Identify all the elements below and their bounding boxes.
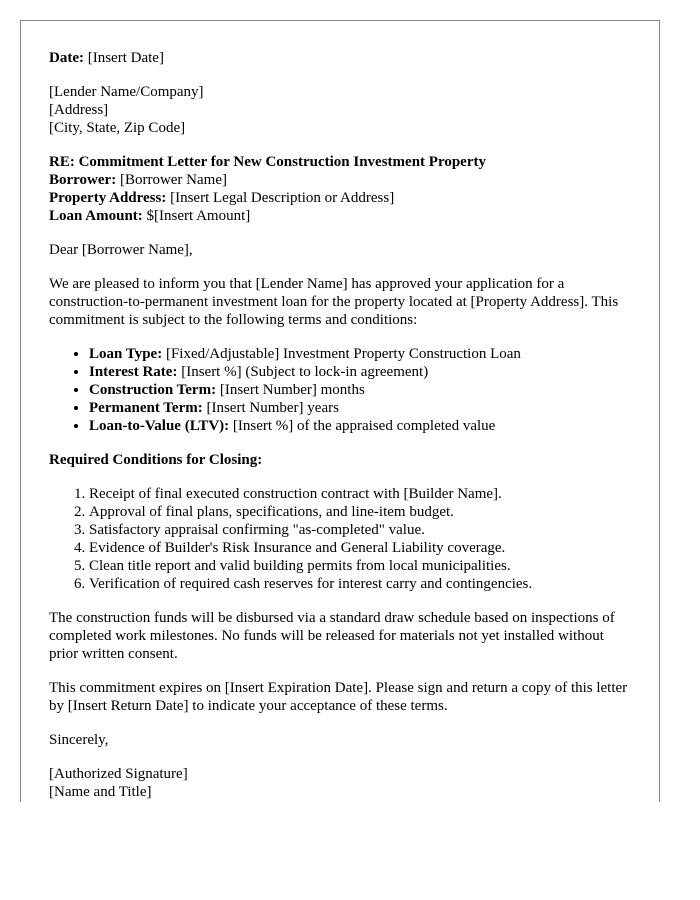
property-line <box>49 189 631 207</box>
term-value: [Fixed/Adjustable] Investment Property Construction Loan <box>162 346 521 362</box>
term-value: [Insert Number] months <box>216 382 365 398</box>
date-line <box>49 49 631 67</box>
term-item <box>89 363 631 381</box>
term-value: [Insert %] of the appraised completed value <box>229 418 496 434</box>
signature-block <box>49 765 631 801</box>
re-block <box>49 153 631 225</box>
term-label: Loan Type: <box>89 346 163 362</box>
term-value: [Insert %] (Subject to lock-in agreement) <box>177 364 429 380</box>
term-label: Permanent Term: <box>89 400 203 416</box>
lender-name: [Lender Name/Company] <box>49 84 204 100</box>
term-item <box>89 381 631 399</box>
condition-item: 2. Approval of final plans, specifications, and line-item budget. <box>89 503 631 521</box>
loan-amount-line <box>49 207 631 225</box>
loan-amount-label: Loan Amount: <box>49 208 143 224</box>
terms-list <box>49 345 631 435</box>
authorized-signature: [Authorized Signature] <box>49 766 188 782</box>
re-subject: RE: Commitment Letter for New Construction Investment Property <box>49 154 486 170</box>
conditions-heading <box>49 451 631 469</box>
property-value: [Insert Legal Description or Address] <box>166 190 395 206</box>
term-value: [Insert Number] years <box>202 400 339 416</box>
lender-address-block <box>49 83 631 137</box>
term-item <box>89 417 631 435</box>
disbursement-paragraph: The construction funds will be disbursed via a standard draw schedule based on inspections of completed work milestones. No funds will be released for materials not yet installed without prior written consent. <box>49 610 615 662</box>
date-value: [Insert Date] <box>83 50 164 66</box>
closing-salutation: Sincerely, <box>49 732 109 748</box>
condition-item: 4. Evidence of Builder's Risk Insurance and General Liability coverage. <box>89 539 631 557</box>
condition-item: 5. Clean title report and valid building permits from local municipalities. <box>89 557 631 575</box>
term-label: Interest Rate: <box>89 364 178 380</box>
conditions-list <box>49 485 631 593</box>
term-item <box>89 345 631 363</box>
lender-address: [Address] <box>49 102 109 118</box>
date-label: Date: <box>49 50 84 66</box>
borrower-line <box>49 171 631 189</box>
lender-city-state-zip: [City, State, Zip Code] <box>49 120 186 136</box>
conditions-heading-text: Required Conditions for Closing: <box>49 452 263 468</box>
condition-item: 3. Satisfactory appraisal confirming "as-completed" value. <box>89 521 631 539</box>
condition-item: 6. Verification of required cash reserves for interest carry and contingencies. <box>89 575 631 593</box>
property-label: Property Address: <box>49 190 167 206</box>
expiration-paragraph: This commitment expires on [Insert Expiration Date]. Please sign and return a copy of this letter by [Insert Return Date] to indicate your acceptance of these terms. <box>49 680 628 714</box>
borrower-label: Borrower: <box>49 172 117 188</box>
name-and-title: [Name and Title] <box>49 784 152 800</box>
commitment-letter <box>20 20 660 802</box>
borrower-value: [Borrower Name] <box>116 172 227 188</box>
condition-item: 1. Receipt of final executed construction contract with [Builder Name]. <box>89 485 631 503</box>
term-label: Construction Term: <box>89 382 217 398</box>
intro-paragraph: We are pleased to inform you that [Lender Name] has approved your application for a construction-to-permanent investment loan for the property located at [Property Address]. This commitment is subject to the following terms and conditions: <box>49 276 619 328</box>
salutation: Dear [Borrower Name], <box>49 242 193 258</box>
loan-amount-value: $[Insert Amount] <box>142 208 251 224</box>
term-item <box>89 399 631 417</box>
term-label: Loan-to-Value (LTV): <box>89 418 230 434</box>
